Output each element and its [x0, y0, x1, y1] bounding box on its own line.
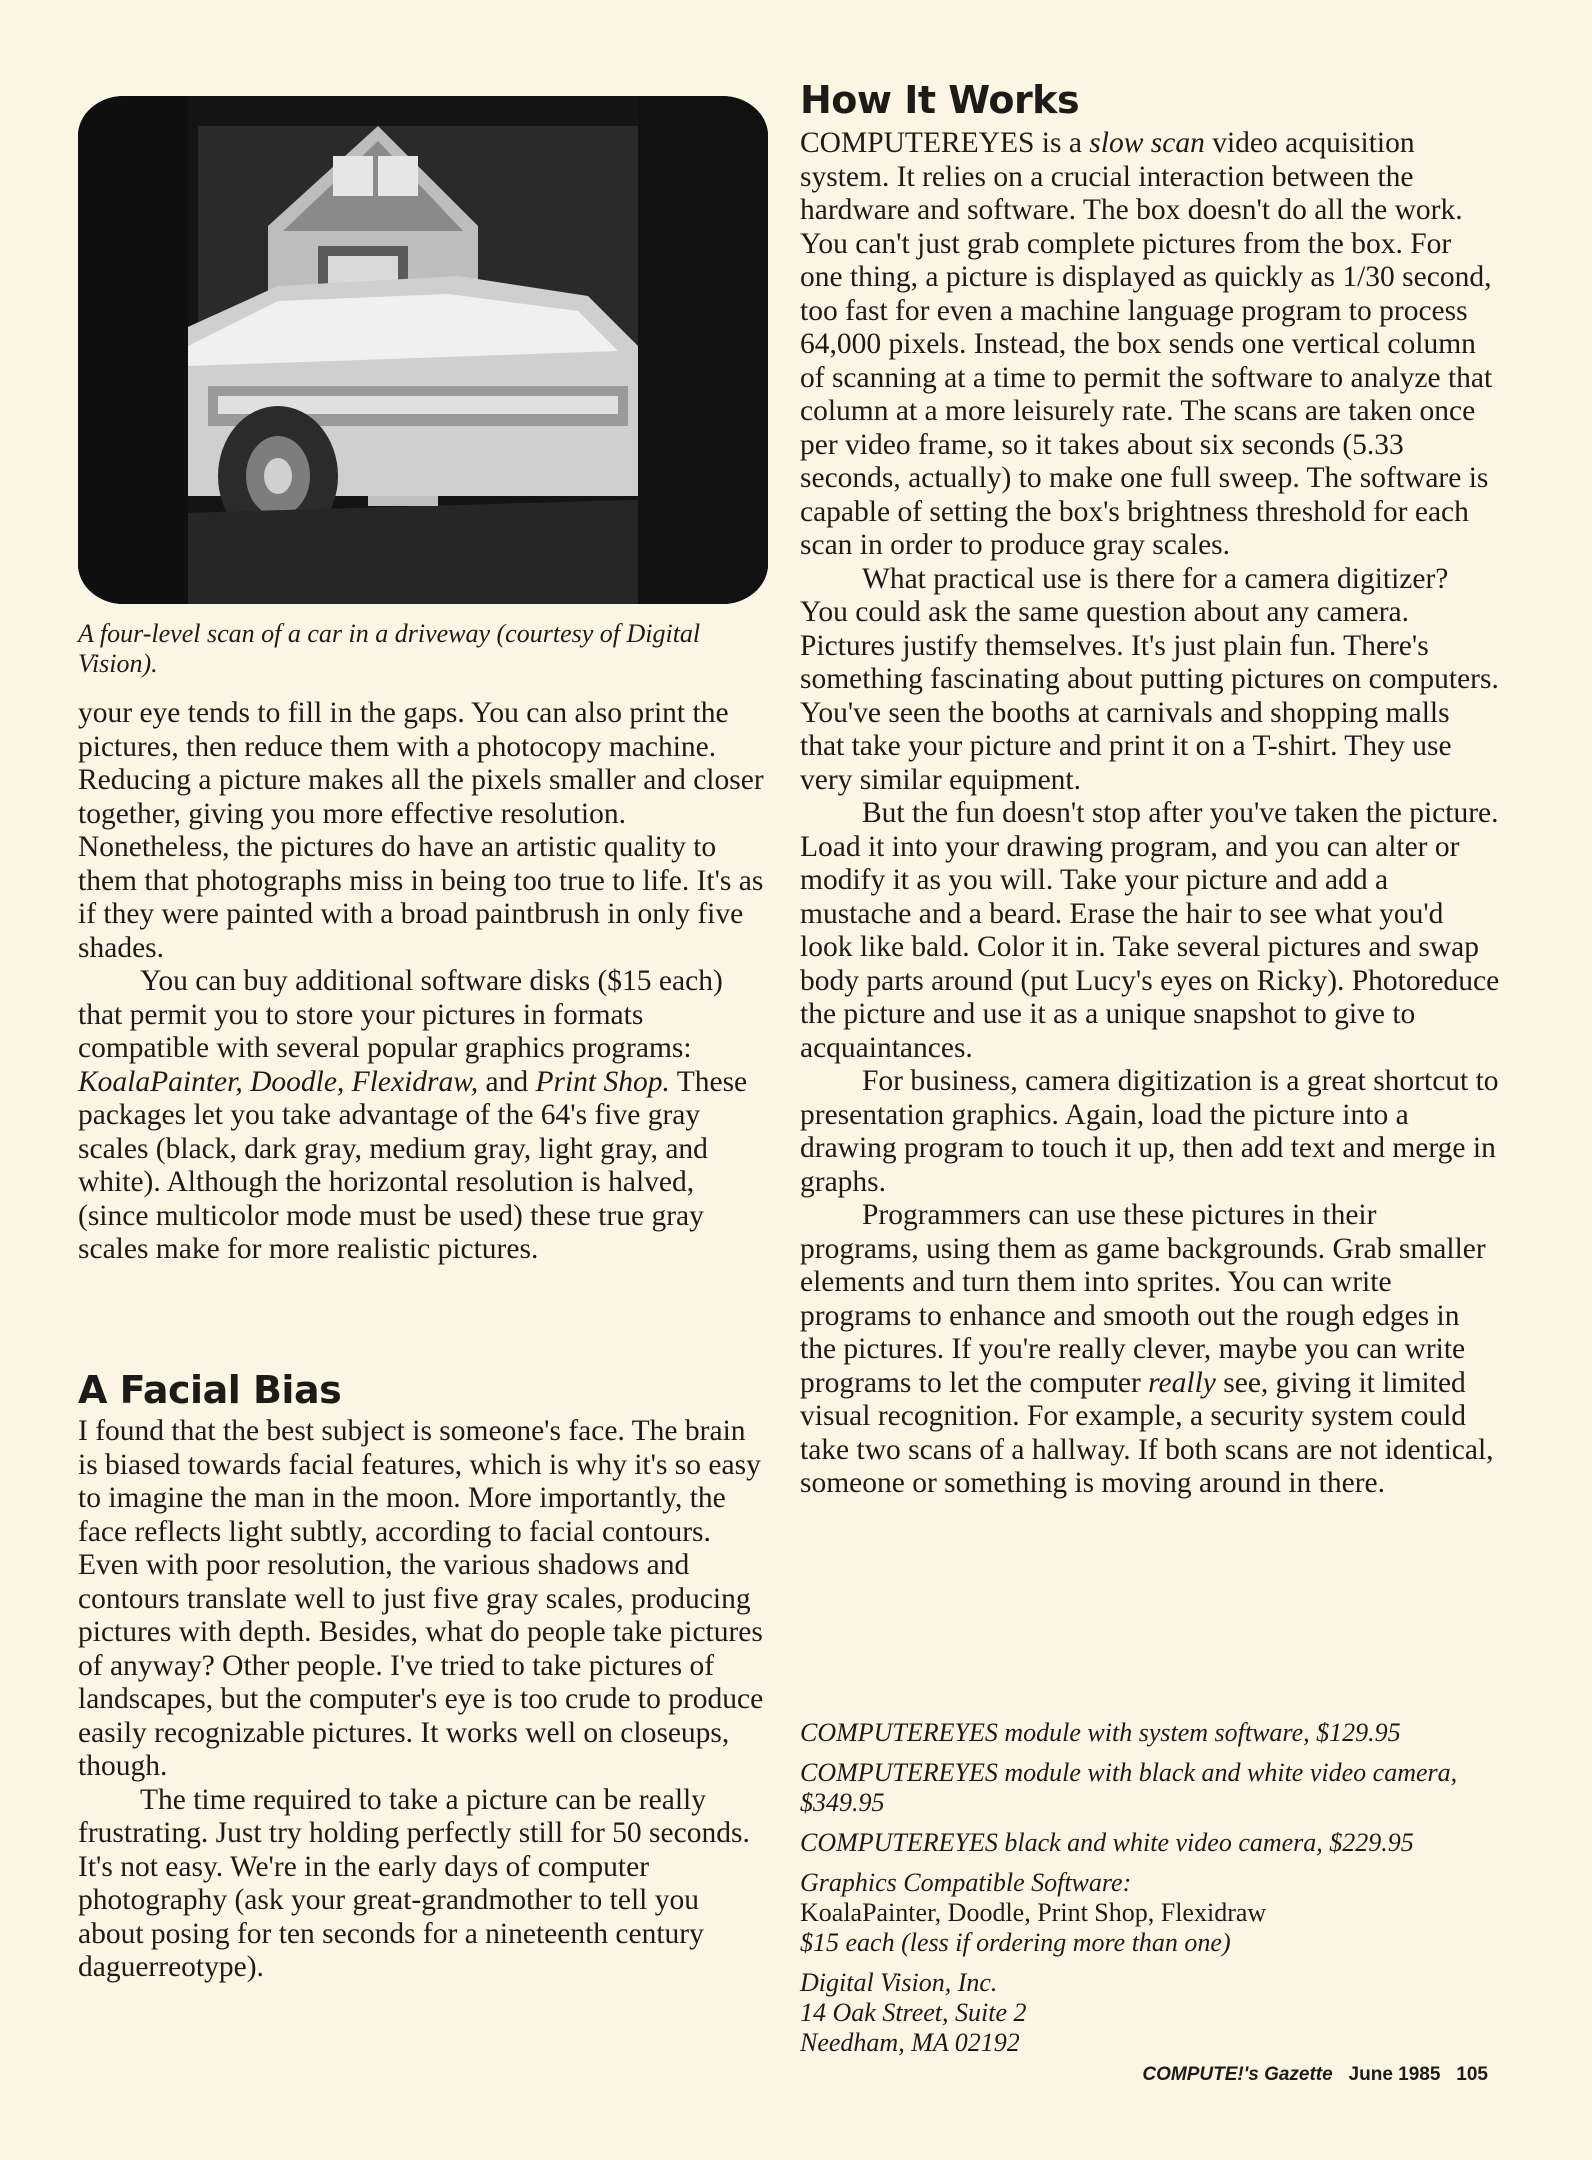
publication-name: COMPUTE!'s Gazette: [1142, 2064, 1333, 2085]
product-line: KoalaPainter, Doodle, Print Shop, Flexidraw: [800, 1898, 1267, 1927]
section-heading: How It Works: [800, 78, 1080, 122]
page-number: 105: [1456, 2064, 1488, 2085]
paragraph: You can buy additional software disks ($15 each) that permit you to store your pictures in formats compatible with several popular graphics programs: KoalaPainter, Doodle, Flexidraw, and Print Shop. These packages let you take advantage of the 64's five gray scales (black, dark gray, medium gray, light gray, and white). Although the horizontal resolution is halved, (since multicolor mode must be used) these true gray scales make for more realistic pictures.: [78, 965, 748, 1265]
figure-caption: A four-level scan of a car in a driveway (courtesy of Digital Vision).: [78, 619, 701, 678]
product-info: [800, 1718, 1500, 2058]
section-heading: A Facial Bias: [78, 1368, 342, 1412]
product-line: $15 each (less if ordering more than one): [800, 1928, 1231, 1957]
company-street: 14 Oak Street, Suite 2: [800, 1998, 1027, 2027]
paragraph: But the fun doesn't stop after you've taken the picture. Load it into your drawing program, and you can alter or modify it as you will. Take your picture and add a mustache and a beard. Erase the hair to see what you'd look like bald. Color it in. Take several pictures and swap body parts around (put Lucy's eyes on Ricky). Photoreduce the picture and use it as a unique snapshot to give to acquaintances.: [800, 797, 1500, 1064]
car-scan-image: [78, 96, 768, 604]
scan-photo: [78, 96, 768, 604]
product-line: COMPUTEREYES module with system software, $129.95: [800, 1718, 1401, 1747]
paragraph: your eye tends to fill in the gaps. You can also print the pictures, then reduce them with a photocopy machine. Reducing a picture makes all the pixels smaller and closer together, giving you more effective resolution. Nonetheless, the pictures do have an artistic quality to them that photographs miss in being too true to life. It's as if they were painted with a broad paintbrush in only five shades.: [78, 697, 764, 964]
product-line: Graphics Compatible Software:: [800, 1868, 1132, 1897]
company-city: Needham, MA 02192: [800, 2028, 1020, 2057]
paragraph: What practical use is there for a camera digitizer? You could ask the same question about any camera. Pictures justify themselves. It's just plain fun. There's something fascinating about putting pictures on computers. You've seen the booths at carnivals and shopping malls that take your picture and print it on a T-shirt. They use very similar equipment.: [800, 562, 1499, 796]
paragraph: For business, camera digitization is a great shortcut to presentation graphics. Again, load the picture into a drawing program to touch it up, then add text and merge in graphs.: [800, 1065, 1499, 1198]
company-name: Digital Vision, Inc.: [800, 1968, 998, 1997]
software-title: Print Shop.: [535, 1065, 670, 1098]
product-line: COMPUTEREYES module with black and white video camera, $349.95: [800, 1758, 1458, 1817]
paragraph: Programmers can use these pictures in their programs, using them as game backgrounds. Grab smaller elements and turn them into sprites. You can write programs to enhance and smooth out the rough edges in the pictures. If you're really clever, maybe you can write programs to let the computer really see, giving it limited visual recognition. For example, a security system could take two scans of a hallway. If both scans are not identical, someone or something is moving around in there.: [800, 1199, 1494, 1499]
software-titles: KoalaPainter, Doodle, Flexidraw,: [78, 1065, 479, 1098]
product-line: COMPUTEREYES black and white video camera, $229.95: [800, 1828, 1414, 1857]
paragraph: COMPUTEREYES is a slow scan video acquisition system. It relies on a crucial interaction between the hardware and software. The box doesn't do all the work. You can't just grab complete pictures from the box. For one thing, a picture is displayed as quickly as 1/30 second, too fast for even a machine language program to process 64,000 pixels. Instead, the box sends one vertical column of scanning at a time to permit the software to analyze that column at a more leisurely rate. The scans are taken once per video frame, so it takes about six seconds (5.33 seconds, actually) to make one full sweep. The software is capable of setting the box's brightness threshold for each scan in order to produce gray scales.: [800, 127, 1493, 561]
issue-date: June 1985: [1348, 2064, 1441, 2085]
paragraph: The time required to take a picture can be really frustrating. Just try holding perfectly still for 50 seconds. It's not easy. We're in the early days of computer photography (ask your great-grandmother to tell you about posing for ten seconds for a nineteenth century daguerreotype).: [78, 1783, 750, 1983]
page-footer: [1142, 2064, 1488, 2086]
paragraph: I found that the best subject is someone's face. The brain is biased towards facial features, which is why it's so easy to imagine the man in the moon. More importantly, the face reflects light subtly, according to facial contours. Even with poor resolution, the various shadows and contours translate well to just five gray scales, producing pictures with depth. Besides, what do people take pictures of anyway? Other people. I've tried to take pictures of landscapes, but the computer's eye is too crude to produce easily recognizable pictures. It works well on closeups, though.: [78, 1415, 764, 1782]
